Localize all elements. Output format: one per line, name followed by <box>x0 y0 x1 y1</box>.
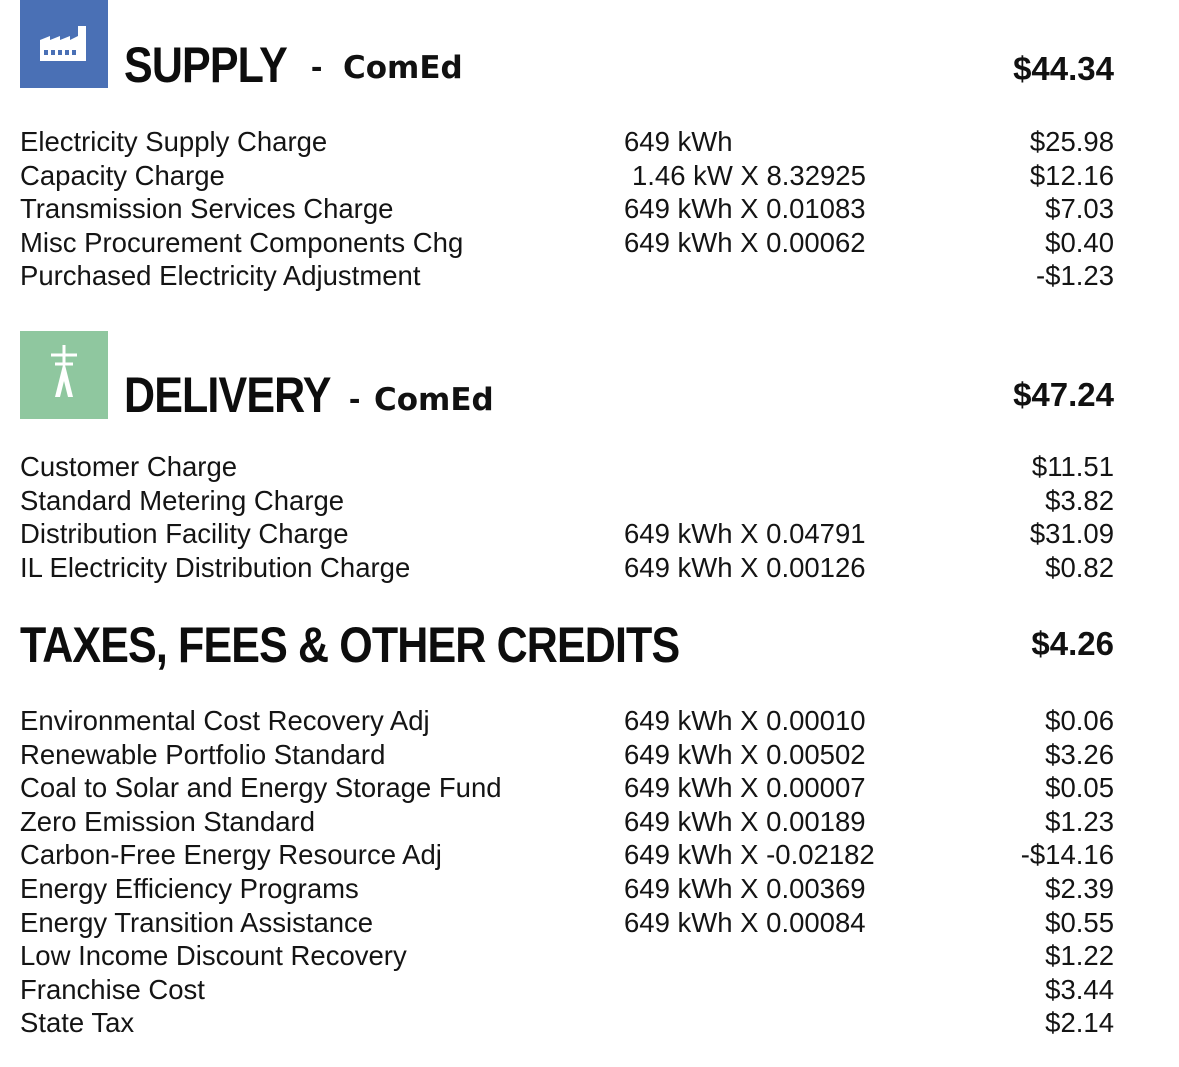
line-item-amount: $3.26 <box>1045 738 1114 770</box>
line-item-label: Electricity Supply Charge <box>20 126 328 157</box>
line-item-amount: $2.14 <box>1045 1007 1114 1039</box>
line-item <box>20 704 1114 738</box>
line-item-label: Capacity Charge <box>20 159 225 191</box>
supply-heading: SUPPLY <box>124 37 287 93</box>
line-item-amount: $0.06 <box>1045 705 1114 736</box>
line-item-amount: $31.09 <box>1029 518 1114 550</box>
taxes-heading: TAXES, FEES & OTHER CREDITS <box>20 617 680 673</box>
line-item-amount: $3.82 <box>1045 484 1114 516</box>
line-item-label: Zero Emission Standard <box>20 805 315 837</box>
line-item-label: Coal to Solar and Energy Storage Fund <box>20 772 502 804</box>
line-item-calc: 649 kWh <box>624 126 733 157</box>
line-item-amount: $11.51 <box>1031 451 1114 482</box>
line-item-label: Carbon-Free Energy Resource Adj <box>20 839 442 871</box>
line-item-amount: $1.23 <box>1045 805 1114 837</box>
line-item-label: Renewable Portfolio Standard <box>20 738 386 770</box>
line-item-label: Environmental Cost Recovery Adj <box>20 705 430 736</box>
line-item-amount: $7.03 <box>1045 193 1114 225</box>
taxes-total: $4.26 <box>1031 625 1114 662</box>
line-item-calc: 649 kWh X 0.00502 <box>624 738 866 770</box>
line-item <box>20 450 1114 484</box>
line-item-calc: 649 kWh X 0.00007 <box>624 772 866 804</box>
line-item <box>20 551 1114 585</box>
line-item <box>20 939 1114 973</box>
line-item <box>20 517 1114 551</box>
line-item-amount: $0.40 <box>1045 226 1114 258</box>
line-item-amount: $3.44 <box>1045 973 1114 1005</box>
line-item-label: Misc Procurement Components Chg <box>20 226 464 258</box>
line-item <box>20 259 1114 293</box>
line-item-label: Energy Transition Assistance <box>20 906 374 938</box>
delivery-separator: - <box>349 380 361 418</box>
taxes-line-items <box>20 704 1114 1040</box>
line-item-calc: 1.46 kW X 8.32925 <box>632 159 866 191</box>
line-item-label: Purchased Electricity Adjustment <box>20 260 421 292</box>
line-item-amount: $2.39 <box>1045 872 1114 904</box>
supply-line-items <box>20 125 1114 293</box>
line-item-amount: $1.22 <box>1045 940 1114 972</box>
line-item-calc: 649 kWh X 0.00126 <box>624 551 866 583</box>
line-item-amount: $25.98 <box>1029 126 1114 157</box>
line-item-amount: -$14.16 <box>1020 839 1114 871</box>
transmission-tower-icon <box>20 331 108 419</box>
line-item-amount: $12.16 <box>1029 159 1114 191</box>
line-item <box>20 159 1114 193</box>
line-item <box>20 872 1114 906</box>
supply-provider: ComEd <box>343 50 463 86</box>
line-item-calc: 649 kWh X 0.00189 <box>624 805 866 837</box>
line-item-amount: -$1.23 <box>1036 260 1114 292</box>
line-item-label: Low Income Discount Recovery <box>20 940 407 972</box>
line-item <box>20 484 1114 518</box>
line-item <box>20 125 1114 159</box>
delivery-total: $47.24 <box>1013 376 1114 413</box>
line-item-amount: $0.05 <box>1045 772 1114 804</box>
line-item-label: Transmission Services Charge <box>20 193 394 225</box>
line-item-amount: $0.55 <box>1045 906 1114 938</box>
line-item-label: Standard Metering Charge <box>20 484 345 516</box>
line-item <box>20 771 1114 805</box>
line-item-calc: 649 kWh X 0.00010 <box>624 705 866 736</box>
line-item-label: IL Electricity Distribution Charge <box>20 551 411 583</box>
delivery-line-items <box>20 450 1114 584</box>
line-item <box>20 838 1114 872</box>
supply-separator: - <box>311 48 323 86</box>
line-item-calc: 649 kWh X 0.00084 <box>624 906 866 938</box>
line-item <box>20 738 1114 772</box>
line-item-calc: 649 kWh X 0.00369 <box>624 872 866 904</box>
line-item <box>20 805 1114 839</box>
line-item <box>20 973 1114 1007</box>
line-item-label: Franchise Cost <box>20 973 205 1005</box>
line-item-calc: 649 kWh X 0.00062 <box>624 226 866 258</box>
line-item <box>20 1006 1114 1040</box>
line-item-calc: 649 kWh X 0.04791 <box>624 518 866 550</box>
line-item-label: Energy Efficiency Programs <box>20 872 359 904</box>
line-item <box>20 226 1114 260</box>
line-item-label: Distribution Facility Charge <box>20 518 349 550</box>
delivery-heading: DELIVERY <box>124 367 331 423</box>
line-item-label: Customer Charge <box>20 451 238 482</box>
supply-total: $44.34 <box>1013 50 1114 87</box>
line-item <box>20 192 1114 226</box>
factory-icon <box>20 0 108 88</box>
line-item-label: State Tax <box>20 1007 135 1039</box>
delivery-provider: ComEd <box>374 382 494 418</box>
line-item <box>20 906 1114 940</box>
line-item-calc: 649 kWh X -0.02182 <box>624 839 875 871</box>
line-item-amount: $0.82 <box>1045 551 1114 583</box>
line-item-calc: 649 kWh X 0.01083 <box>624 193 866 225</box>
